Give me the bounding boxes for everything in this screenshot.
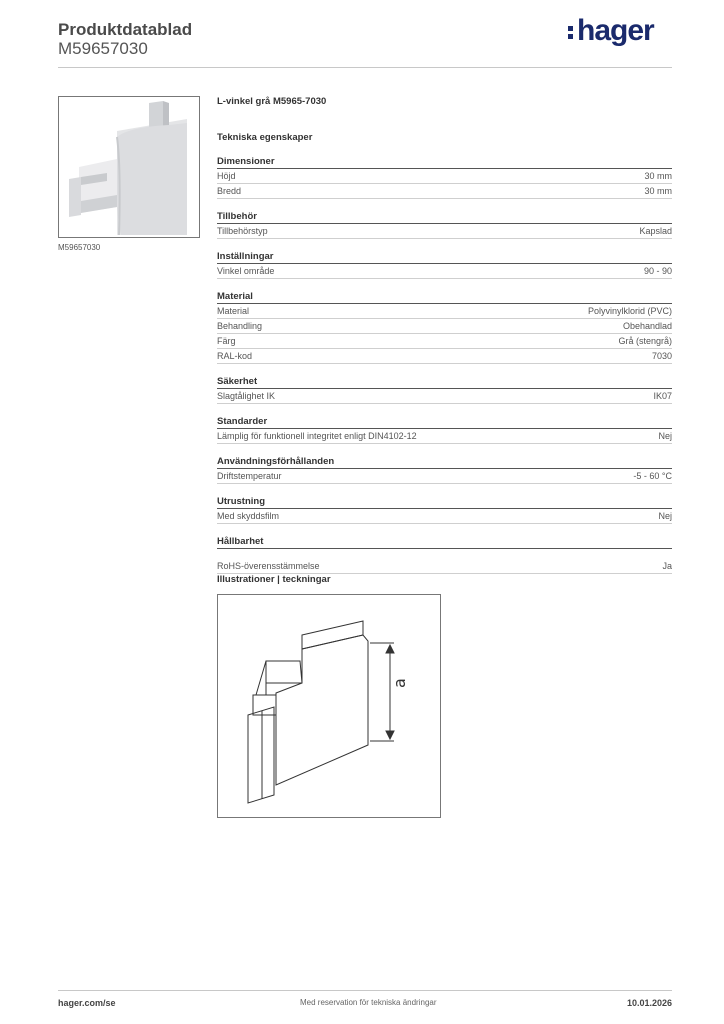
spec-value: Grå (stengrå): [618, 336, 672, 346]
spec-row: [217, 319, 672, 334]
spec-row: [217, 224, 672, 239]
footer-website[interactable]: hager.com/se: [58, 998, 116, 1008]
page-title: Produktdatablad: [58, 20, 193, 39]
footer-divider: [58, 990, 672, 991]
spec-label: Med skyddsfilm: [217, 511, 280, 521]
spec-row: [217, 509, 672, 524]
logo-dots-icon: [568, 23, 574, 42]
section-title: Material: [217, 291, 672, 304]
spec-row: [217, 469, 672, 484]
spec-row: [217, 304, 672, 319]
spec-label: Behandling: [217, 321, 263, 331]
section-sakerhet: [217, 376, 672, 404]
section-dimensioner: [217, 156, 672, 199]
product-code: M59657030: [58, 39, 148, 58]
section-title: Inställningar: [217, 251, 672, 264]
spec-label: Material: [217, 306, 250, 316]
spec-row: [217, 429, 672, 444]
hager-logo: [568, 14, 654, 48]
spec-label: Lämplig för funktionell integritet enligt DIN4102-12: [217, 431, 417, 441]
section-material: [217, 291, 672, 364]
spec-row: [217, 389, 672, 404]
properties-heading: Tekniska egenskaper: [217, 132, 313, 143]
header-divider: [58, 67, 672, 68]
spec-value: Nej: [658, 431, 672, 441]
section-title: Dimensioner: [217, 156, 672, 169]
section-tillbehor: [217, 211, 672, 239]
spec-value: 7030: [651, 351, 672, 361]
section-utrustning: [217, 496, 672, 524]
spec-row: [217, 334, 672, 349]
spec-row: [217, 264, 672, 279]
spec-label: Vinkel område: [217, 266, 275, 276]
spec-label: RoHS-överensstämmelse: [217, 561, 320, 571]
spec-label: Slagtålighet IK: [217, 391, 276, 401]
footer-date: 10.01.2026: [626, 998, 672, 1008]
spec-label: Tillbehörstyp: [217, 226, 268, 236]
spec-label: Färg: [217, 336, 236, 346]
logo-text: hager: [577, 14, 654, 47]
section-title: Hållbarhet: [217, 536, 672, 549]
product-specs: [217, 96, 672, 574]
l-angle-drawing-icon: [218, 595, 440, 817]
section-anvandningsforhallanden: [217, 456, 672, 484]
spec-value: 30 mm: [644, 186, 672, 196]
dimension-label: a: [390, 678, 409, 688]
section-title: Användningsförhållanden: [217, 456, 672, 469]
spec-label: Bredd: [217, 186, 242, 196]
spec-value: Obehandlad: [622, 321, 672, 331]
spec-value: Polyvinylklorid (PVC): [587, 306, 672, 316]
section-installningar: [217, 251, 672, 279]
technical-drawing: [217, 594, 441, 818]
section-standarder: [217, 416, 672, 444]
spec-value: Kapslad: [639, 226, 672, 236]
spec-value: Ja: [662, 561, 672, 571]
spec-row: [217, 559, 672, 574]
photo-caption: M59657030: [58, 243, 101, 252]
product-photo: [58, 96, 200, 238]
section-hallbarhet: [217, 536, 672, 574]
spec-label: Höjd: [217, 171, 236, 181]
spec-label: RAL-kod: [217, 351, 253, 361]
product-title: L-vinkel grå M5965-7030: [217, 96, 327, 107]
spec-value: 90 - 90: [643, 266, 672, 276]
spec-value: 30 mm: [644, 171, 672, 181]
spec-row: [217, 184, 672, 199]
footer-disclaimer: Med reservation för tekniska ändringar: [300, 998, 437, 1007]
section-title: Utrustning: [217, 496, 672, 509]
section-title: Tillbehör: [217, 211, 672, 224]
spec-row: [217, 349, 672, 364]
spec-value: Nej: [658, 511, 672, 521]
section-title: Standarder: [217, 416, 672, 429]
section-title: Säkerhet: [217, 376, 672, 389]
spec-label: Driftstemperatur: [217, 471, 282, 481]
l-angle-photo-icon: [59, 97, 199, 237]
spec-value: IK07: [653, 391, 672, 401]
spec-value: -5 - 60 °C: [633, 471, 672, 481]
spec-row: [217, 169, 672, 184]
illustrations-title: Illustrationer | teckningar: [217, 574, 331, 585]
